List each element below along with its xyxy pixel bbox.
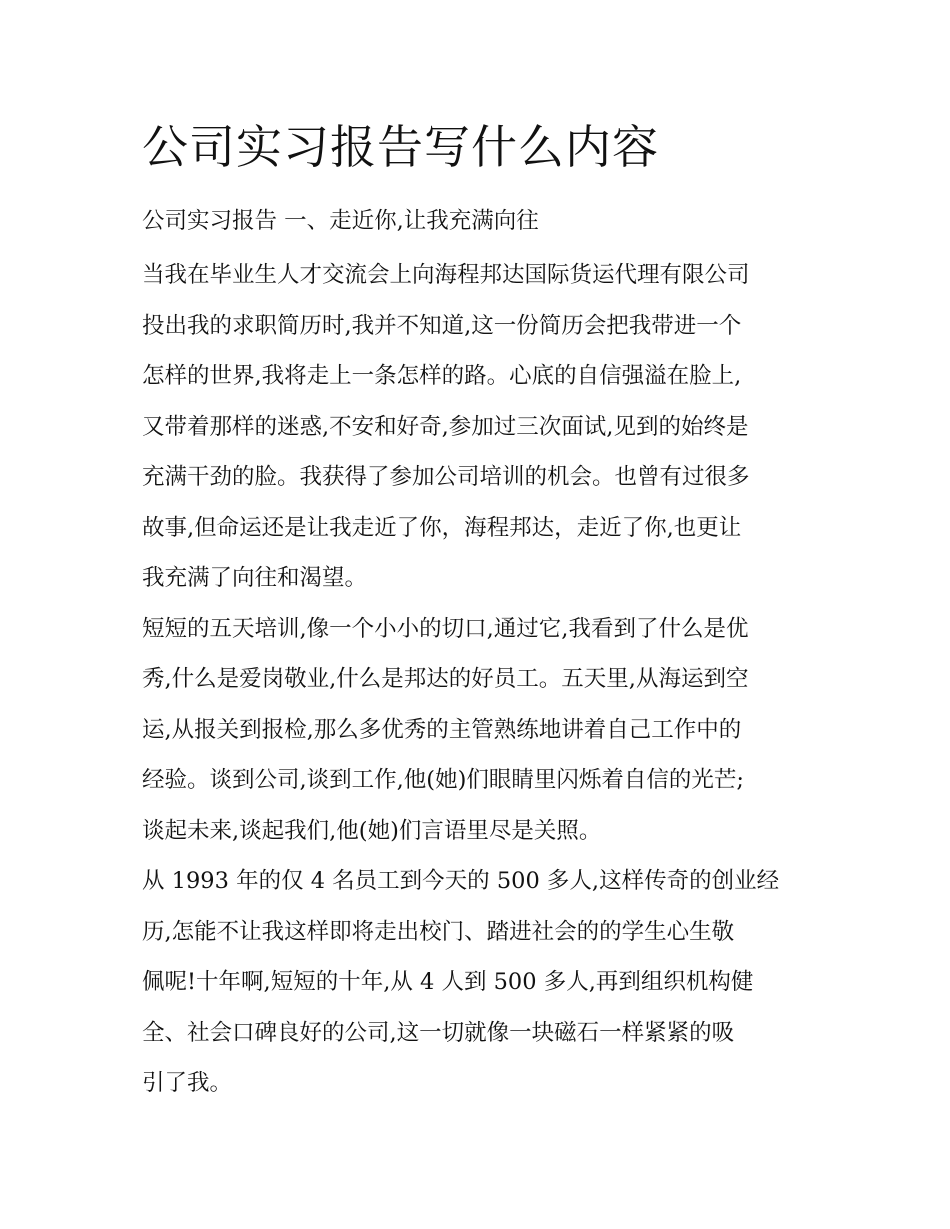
- paragraph-line: 全、社会口碑良好的公司,这一切就像一块磁石一样紧紧的吸: [142, 1019, 735, 1046]
- paragraph-line: 又带着那样的迷惑,不安和好奇,参加过三次面试,见到的始终是: [142, 413, 749, 440]
- paragraph-line: 投出我的求职简历时,我并不知道,这一份简历会把我带进一个: [142, 312, 742, 339]
- paragraph-line: 谈起未来,谈起我们,他(她)们言语里尽是关照。: [142, 817, 602, 844]
- paragraph-line: 历,怎能不让我这样即将走出校门、踏进社会的的学生心生敬: [142, 918, 735, 945]
- paragraph-line: 引了我。: [142, 1070, 233, 1096]
- paragraph-3: [142, 856, 814, 1109]
- paragraph-line: 经验。谈到公司,谈到工作,他(她)们眼睛里闪烁着自信的光芒;: [142, 767, 744, 793]
- paragraph-2: [142, 604, 814, 857]
- paragraph-line: 从 1993 年的仅 4 名员工到今天的 500 多人,这样传奇的创业经: [142, 868, 780, 894]
- document-page: [142, 118, 814, 1109]
- document-title: 公司实习报告写什么内容: [142, 120, 659, 174]
- paragraph-1: [142, 250, 814, 604]
- paragraph-line: 我充满了向往和渴望。: [142, 565, 368, 591]
- paragraph-line: 佩呢!十年啊,短短的十年,从 4 人到 500 多人,再到组织机构健: [142, 969, 754, 995]
- paragraph-line: 怎样的世界,我将走上一条怎样的路。心底的自信强溢在脸上,: [142, 363, 742, 389]
- paragraph-line: 当我在毕业生人才交流会上向海程邦达国际货运代理有限公司: [142, 262, 750, 288]
- paragraph-line: 充满干劲的脸。我获得了参加公司培训的机会。也曾有过很多: [142, 464, 750, 490]
- paragraph-line: 秀,什么是爱岗敬业,什么是邦达的好员工。五天里,从海运到空: [142, 666, 749, 692]
- paragraph-line: 运,从报关到报检,那么多优秀的主管熟练地讲着自己工作中的: [142, 716, 742, 743]
- paragraph-line: 短短的五天培训,像一个小小的切口,通过它,我看到了什么是优: [142, 615, 749, 642]
- section-heading: 公司实习报告 一、走近你,让我充满向往: [142, 208, 539, 234]
- paragraph-line: 故事,但命运还是让我走近了你，海程邦达，走近了你,也更让: [142, 514, 742, 541]
